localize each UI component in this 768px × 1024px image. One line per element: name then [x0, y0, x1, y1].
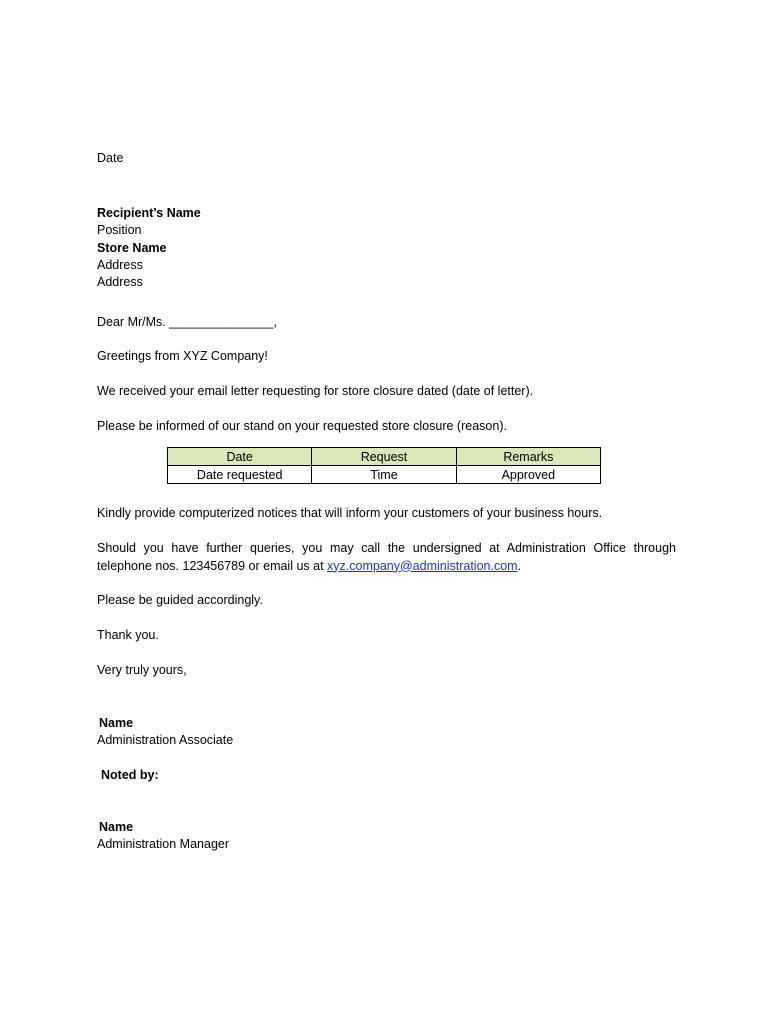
paragraph-guided: Please be guided accordingly. [97, 593, 263, 607]
recipient-position: Position [97, 223, 142, 237]
paragraph-queries [97, 540, 676, 575]
table-header-date: Date [168, 448, 312, 466]
signatory-1-name: Name [99, 716, 134, 730]
table-cell-date: Date requested [168, 466, 312, 484]
thank-you: Thank you. [97, 628, 159, 642]
paragraph-received: We received your email letter requesting for store closure dated (date of letter). [97, 384, 534, 398]
closing: Very truly yours, [97, 663, 187, 677]
email-link[interactable]: xyz.company@administration.com [327, 558, 518, 573]
table-header-remarks: Remarks [456, 448, 600, 466]
queries-text: Should you have further queries, you may call the undersigned at Administration Office through telephone nos. 123456789 or email us at [97, 541, 676, 573]
recipient-name: Recipient’s Name [97, 206, 201, 220]
paragraph-notices: Kindly provide computerized notices that will inform your customers of your business hours. [97, 506, 603, 520]
table-cell-request: Time [312, 466, 456, 484]
paragraph-informed: Please be informed of our stand on your requested store closure (reason). [97, 419, 507, 433]
signatory-2-name: Name [99, 820, 134, 834]
queries-end: . [517, 558, 522, 573]
recipient-address-2: Address [97, 275, 143, 289]
greeting: Greetings from XYZ Company! [97, 349, 268, 363]
recipient-address-1: Address [97, 258, 143, 272]
letter-date: Date [97, 151, 124, 165]
request-table [167, 447, 601, 484]
noted-by: Noted by: [101, 768, 159, 782]
recipient-store-name: Store Name [97, 241, 167, 255]
table-header-request: Request [312, 448, 456, 466]
table-header-row [168, 448, 601, 466]
salutation: Dear Mr/Ms. _______________, [97, 315, 277, 329]
table-cell-remarks: Approved [456, 466, 600, 484]
table-row [168, 466, 601, 484]
signatory-1-title: Administration Associate [97, 733, 234, 747]
signatory-2-title: Administration Manager [97, 837, 230, 851]
